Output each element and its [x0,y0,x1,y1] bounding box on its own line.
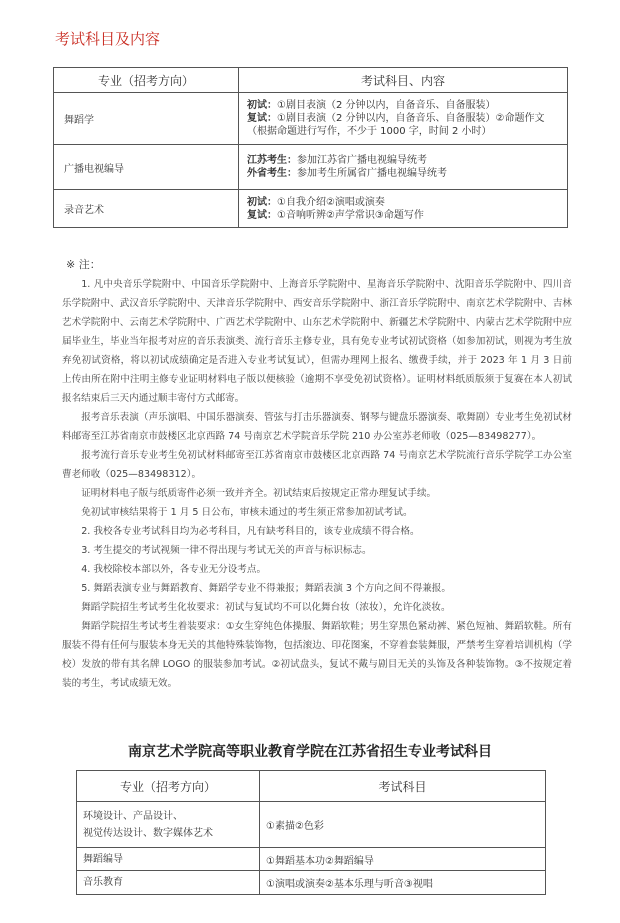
section-title: 考试科目及内容 [55,30,161,48]
major-cell [77,802,260,848]
major-cell: 广播电视编导 [54,145,239,190]
note-paragraph: 证明材料电子版与纸质寄件必须一致并齐全。初试结束后按规定正常办理复试手续。 [81,488,437,499]
subject-line [247,167,561,180]
subjects-cell [239,145,568,190]
note-paragraph: 5. 舞蹈表演专业与舞蹈教育、舞蹈学专业不得兼报；舞蹈表演 3 个方向之间不得兼报。 [81,583,451,594]
subject-text: ①音响听辨②声学常识③命题写作 [277,209,424,221]
major-line: 环境设计、产品设计、 [83,810,183,822]
major-line: 视觉传达设计、数字媒体艺术 [83,827,213,839]
note-paragraph: 报考流行音乐专业考生免初试材料邮寄至江苏省南京市鼓楼区北京西路 74 号南京艺术学院流行音乐学院学工办公室曹老师收（025—83498312）。 [62,450,572,480]
table-header-row [54,68,568,93]
subjects-cell [239,190,568,228]
subjects-cell: ①演唱或演奏②基本乐理与听音③视唱 [260,871,546,895]
note-paragraph: 舞蹈学院招生考试考生化妆要求：初试与复试均不可以化舞台妆（浓妆），允许化淡妆。 [81,602,451,613]
subject-text: ①剧目表演（2 分钟以内，自备音乐、自备服装）②命题作文 [277,113,545,124]
subject-line [247,209,561,222]
subject-line [247,112,561,125]
subject-text: 参加考生所属省广播电视编导统考 [297,168,447,179]
notes-header: ※ 注： [66,258,101,271]
table-row [54,145,568,190]
subject-label: 复试： [247,113,277,124]
note-paragraph: 1. 凡中央音乐学院附中、中国音乐学院附中、上海音乐学院附中、星海音乐学院附中、沈阳音乐学院附中、四川音乐学院附中、武汉音乐学院附中、天津音乐学院附中、西安音乐学院附中、浙江音乐学院附中、南京艺术学院附中、吉林艺术学院附中、云南艺术学院附中、广西艺术学院附中、山东艺术学院附中、新疆艺术学院附中、内蒙古艺术学院附中应届毕业生，毕业当年报考对应的音乐表演类、流行音乐主修专业，具有免专业考试初试资格（如参加初试，则视为考生放弃免初试资格，将以初试成绩确定是否进入专业考试复试），但需办理网上报名、缴费手续，并于 2023 年 1 月 3 日前上传由所在附中注明主修专业证明材料电子版以便核验（逾期不享受免初试资格）。证明材料纸质版须于复赛在本人初试报名结束后三天内通过顺丰寄付方式邮寄。 [62,279,572,404]
major-cell: 舞蹈编导 [77,848,260,871]
table-row [54,190,568,228]
subjects-cell [239,93,568,145]
subjects-cell: ①舞蹈基本功②舞蹈编导 [260,848,546,871]
note-paragraph: 2. 我校各专业考试科目均为必考科目，凡有缺考科目的，该专业成绩不得合格。 [81,526,420,537]
section-title-2: 南京艺术学院高等职业教育学院在江苏省招生专业考试科目 [128,744,492,760]
header-major: 专业（招考方向） [54,68,239,93]
exam-subjects-table [53,67,568,228]
major-cell: 录音艺术 [54,190,239,228]
notes-section [62,255,572,693]
subject-label: 初试： [247,196,277,208]
subject-text: ①自我介绍②演唱或演奏 [277,196,385,208]
subject-text: （根据命题进行写作，不少于 1000 字，时间 2 小时） [247,126,492,137]
subject-line [247,196,561,209]
subject-label: 复试： [247,209,277,221]
header-major: 专业（招考方向） [77,771,260,802]
note-paragraph: 4. 我校除校本部以外，各专业无分设考点。 [81,564,267,575]
subject-line [247,125,561,138]
note-paragraph: 舞蹈学院招生考试考生着装要求：①女生穿纯色体操服、舞蹈软鞋；男生穿黑色紧动裤、紧色短袖、舞蹈软鞋。所有服装不得有任何与服装本身无关的其他特殊装饰物，包括滚边、印花图案，不穿着套装舞服，严禁考生穿着培训机构（学校）发放的带有其名牌 LOGO 的服装参加考试。②初试盘头，复试不戴与剧目无关的头饰及各种装饰物。③不按规定着装的考生，考试成绩无效。 [62,621,572,689]
subject-line [247,99,561,112]
major-cell: 音乐教育 [77,871,260,895]
subject-label: 初试： [247,100,277,111]
subject-label: 江苏考生： [247,155,297,166]
table-row [77,802,546,848]
major-cell: 舞蹈学 [54,93,239,145]
vocational-subjects-table [76,770,546,895]
note-paragraph: 报考音乐表演（声乐演唱、中国乐器演奏、管弦与打击乐器演奏、钢琴与键盘乐器演奏、歌舞剧）专业考生免初试材料邮寄至江苏省南京市鼓楼区北京西路 74 号南京艺术学院音乐学院 210 办公室苏老师收（025—83498277）。 [62,412,572,442]
subject-line [247,154,561,167]
subject-label: 外省考生： [247,168,297,179]
table-row [77,871,546,895]
header-subjects: 考试科目、内容 [239,68,568,93]
table-row [54,93,568,145]
subject-text: 参加江苏省广播电视编导统考 [297,155,427,166]
note-paragraph: 3. 考生提交的考试视频一律不得出现与考试无关的声音与标识标志。 [81,545,372,556]
subjects-cell: ①素描②色彩 [260,802,546,848]
header-subjects: 考试科目 [260,771,546,802]
table-row [77,848,546,871]
table-header-row [77,771,546,802]
note-paragraph: 免初试审核结果将于 1 月 5 日公布，审核未通过的考生须正常参加初试考试。 [81,507,413,518]
subject-text: ①剧目表演（2 分钟以内，自备音乐、自备服装） [277,100,496,111]
